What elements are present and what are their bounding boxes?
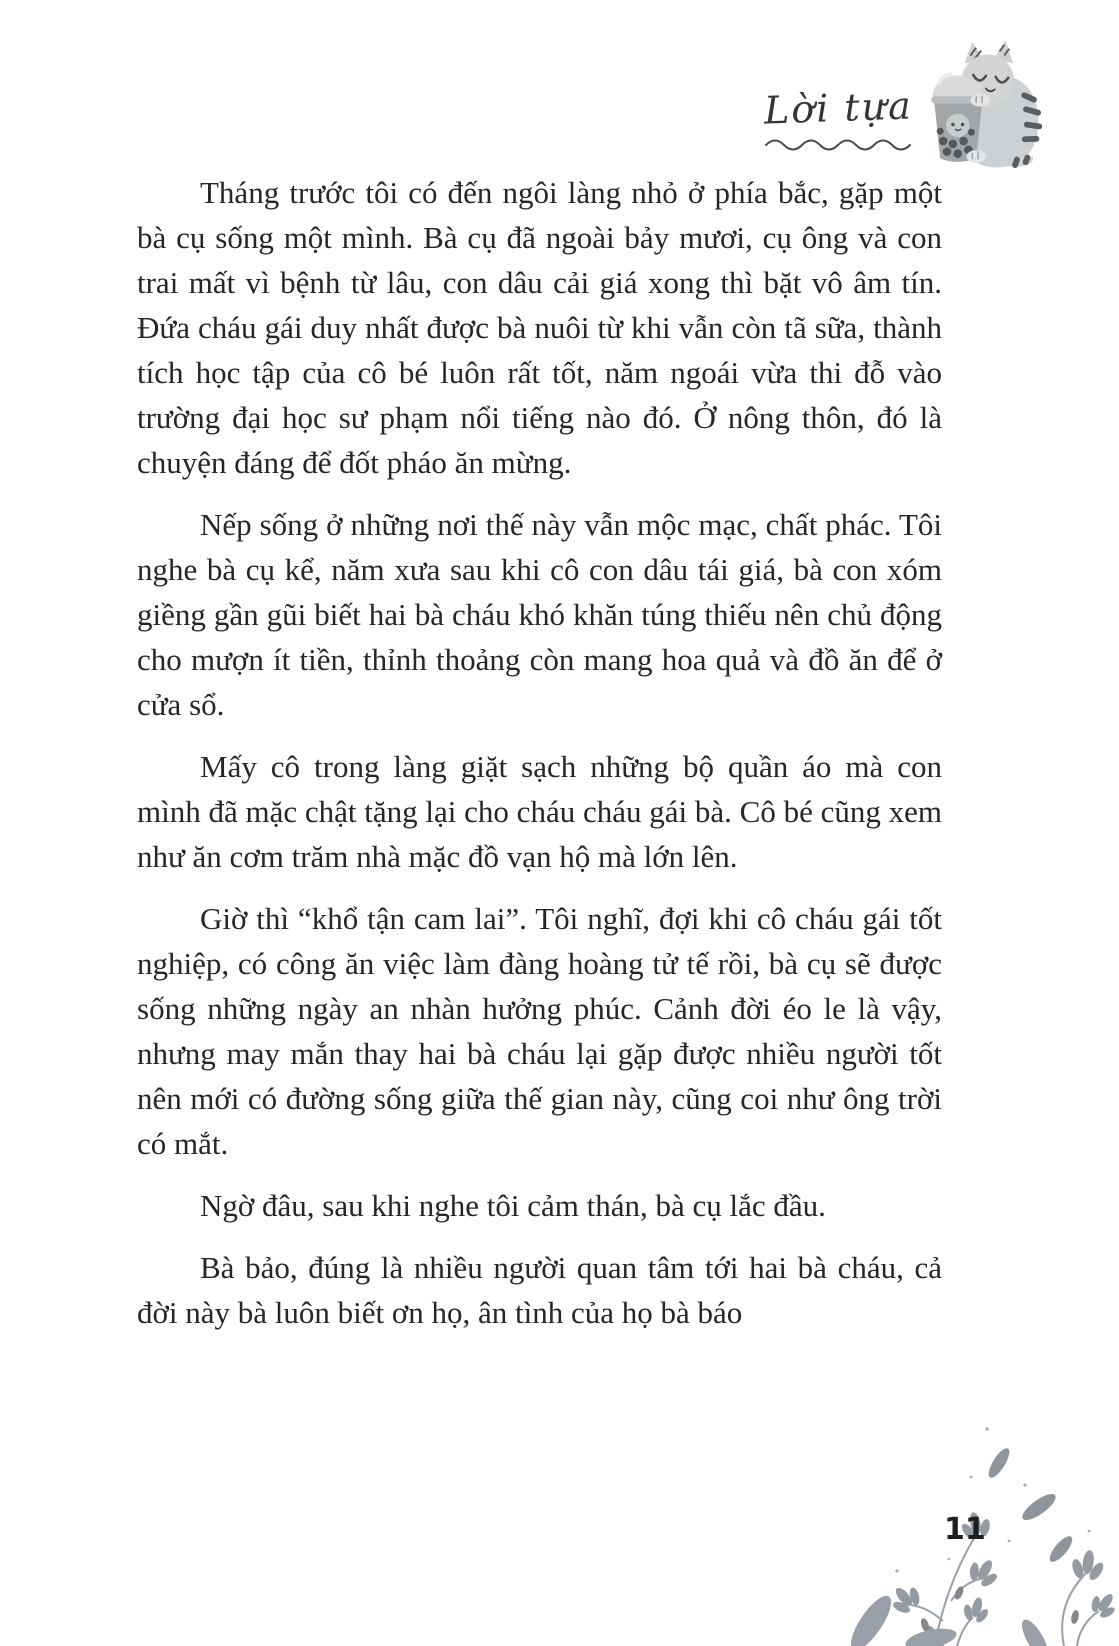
page-number: 11 [944, 1512, 986, 1547]
paragraph: Mấy cô trong làng giặt sạch những bộ quần áo mà con mình đã mặc chật tặng lại cho cháu cháu gái bà. Cô bé cũng xem như ăn cơm trăm nhà mặc đồ vạn hộ mà lớn lên. [137, 749, 942, 874]
paragraph: Ngờ đâu, sau khi nghe tôi cảm thán, bà cụ lắc đầu. [200, 1188, 826, 1223]
cat-bubble-tea-icon [919, 38, 1047, 174]
page-header [763, 38, 1047, 174]
chapter-title: Lời tựa [762, 83, 914, 133]
body-text [137, 170, 942, 1352]
wavy-underline-icon [763, 137, 913, 151]
chapter-title-block [762, 83, 914, 151]
paragraph: Giờ thì “khổ tận cam lai”. Tôi nghĩ, đợi khi cô cháu gái tốt nghiệp, có công ăn việc làm đàng hoàng tử tế rồi, bà cụ sẽ được sống những ngày an nhàn hưởng phúc. Cảnh đời éo le là vậy, nhưng may mắn thay hai bà cháu lại gặp được nhiều người tốt nên mới có đường sống giữa thế gian này, cũng coi như ông trời có mắt. [137, 901, 942, 1161]
paragraph: Bà bảo, đúng là nhiều người quan tâm tới hai bà cháu, cả đời này bà luôn biết ơn họ, ân tình của họ bà báo [137, 1250, 942, 1330]
paragraph: Tháng trước tôi có đến ngôi làng nhỏ ở phía bắc, gặp một bà cụ sống một mình. Bà cụ đã ngoài bảy mươi, cụ ông và con trai mất vì bệnh từ lâu, con dâu cải giá xong thì bặt vô âm tín. Đứa cháu gái duy nhất được bà nuôi từ khi vẫn còn tã sữa, thành tích học tập của cô bé luôn rất tốt, năm ngoái vừa thi đỗ vào trường đại học sư phạm nổi tiếng nào đó. Ở nông thôn, đó là chuyện đáng để đốt pháo ăn mừng. [137, 175, 942, 480]
paragraph: Nếp sống ở những nơi thế này vẫn mộc mạc, chất phác. Tôi nghe bà cụ kể, năm xưa sau khi cô con dâu tái giá, bà con xóm giềng gần gũi biết hai bà cháu khó khăn túng thiếu nên chủ động cho mượn ít tiền, thỉnh thoảng còn mang hoa quả và đồ ăn để ở cửa sổ. [137, 507, 942, 722]
